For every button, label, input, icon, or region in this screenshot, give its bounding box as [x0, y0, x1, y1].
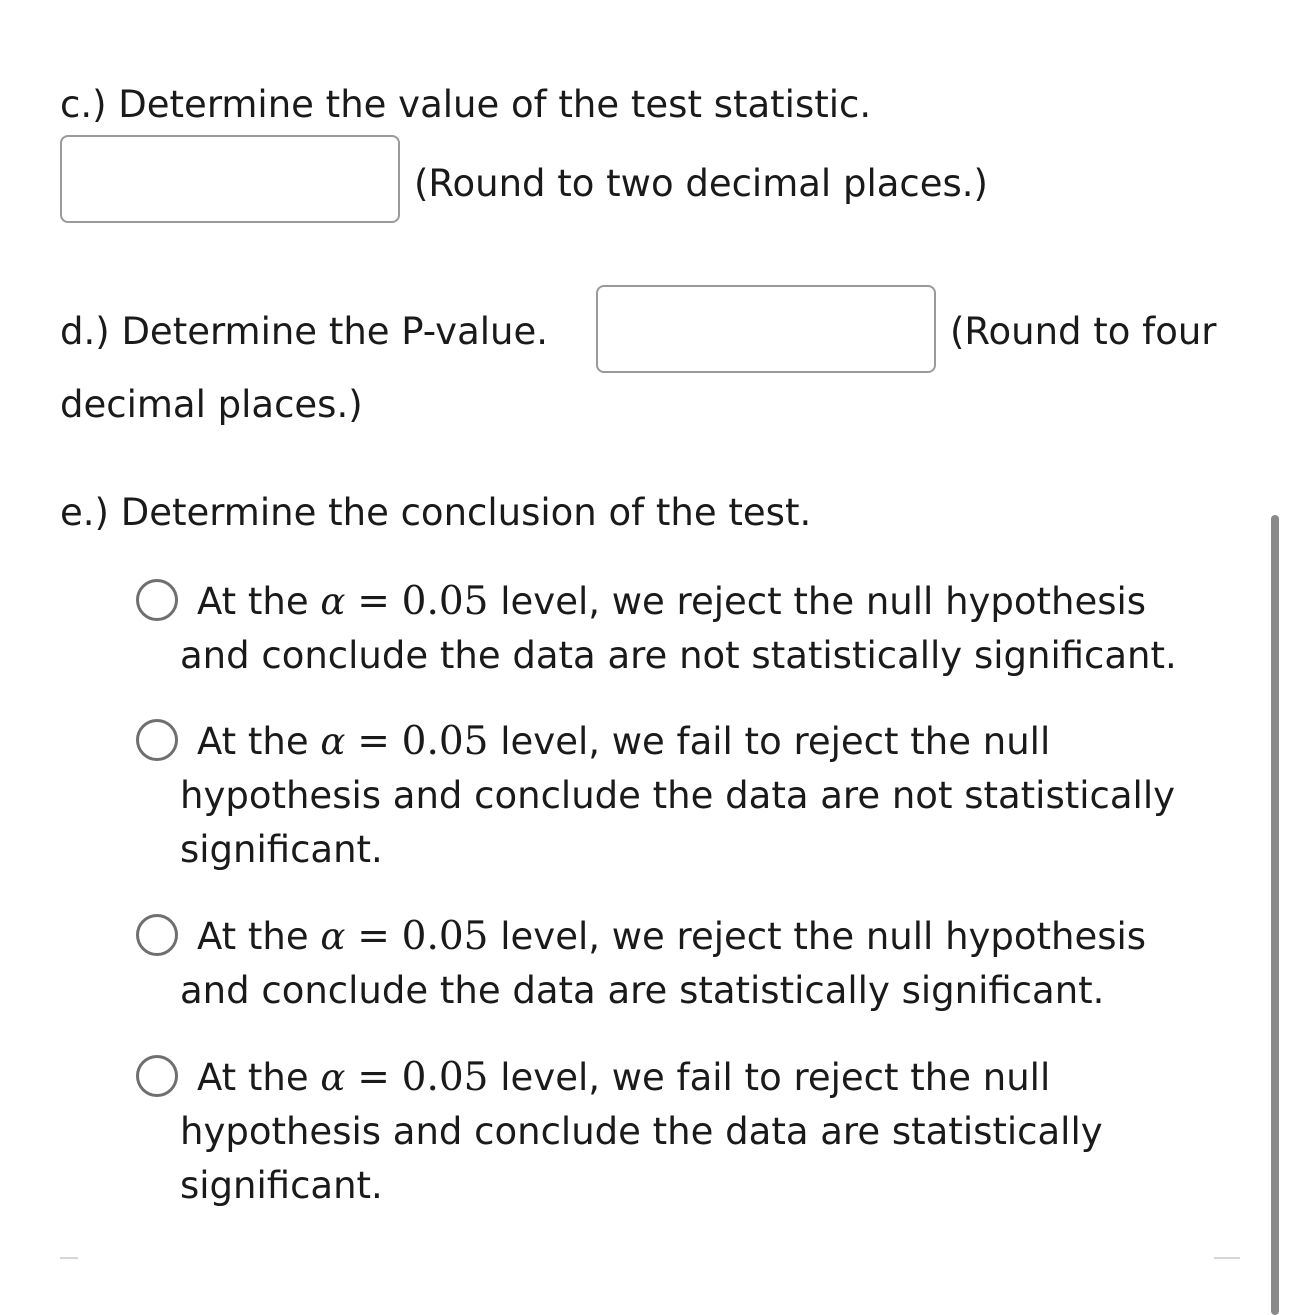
- alpha-symbol: α: [320, 915, 346, 958]
- option-prefix: At the: [197, 1056, 309, 1099]
- option-text-line1: level, we fail to reject the null: [500, 1056, 1051, 1099]
- test-statistic-input[interactable]: [60, 135, 400, 223]
- alpha-symbol: α: [320, 1056, 346, 1099]
- option-text-line2: and conclude the data are statistically significant.: [180, 969, 1105, 1012]
- equals-sign: =: [357, 1055, 390, 1100]
- radio-button[interactable]: [136, 579, 178, 621]
- question-e-label: e.) Determine the conclusion of the test.: [60, 491, 812, 534]
- scrollbar[interactable]: [1271, 515, 1279, 1315]
- option-prefix: At the: [197, 915, 309, 958]
- alpha-value: 0.05: [401, 579, 489, 624]
- option-text-line3: significant.: [180, 828, 383, 871]
- question-d-label: d.) Determine the P-value.: [60, 310, 548, 353]
- radio-button[interactable]: [136, 1055, 178, 1097]
- option-text-line2: hypothesis and conclude the data are statistically: [180, 1110, 1103, 1153]
- p-value-input[interactable]: [596, 285, 936, 373]
- alpha-symbol: α: [320, 580, 346, 623]
- round-four-decimals-hint-cont: decimal places.): [60, 383, 363, 426]
- option-prefix: At the: [197, 720, 309, 763]
- equals-sign: =: [357, 579, 390, 624]
- option-text-line1: level, we fail to reject the null: [500, 720, 1051, 763]
- option-text-line2: and conclude the data are not statistically significant.: [180, 634, 1177, 677]
- alpha-symbol: α: [320, 720, 346, 763]
- radio-button[interactable]: [136, 719, 178, 761]
- option-text-line1: level, we reject the null hypothesis: [500, 580, 1147, 623]
- option-text-line1: level, we reject the null hypothesis: [500, 915, 1147, 958]
- divider-left: [60, 1257, 78, 1259]
- radio-button[interactable]: [136, 914, 178, 956]
- round-four-decimals-hint: (Round to four: [950, 310, 1217, 353]
- option-text-line2: hypothesis and conclude the data are not statistically: [180, 774, 1175, 817]
- question-c-label: c.) Determine the value of the test statistic.: [60, 83, 872, 126]
- alpha-value: 0.05: [401, 719, 489, 764]
- equals-sign: =: [357, 719, 390, 764]
- equals-sign: =: [357, 914, 390, 959]
- alpha-value: 0.05: [401, 1055, 489, 1100]
- option-text-line3: significant.: [180, 1164, 383, 1207]
- option-prefix: At the: [197, 580, 309, 623]
- divider-right: [1214, 1257, 1240, 1259]
- round-two-decimals-hint: (Round to two decimal places.): [414, 162, 988, 205]
- alpha-value: 0.05: [401, 914, 489, 959]
